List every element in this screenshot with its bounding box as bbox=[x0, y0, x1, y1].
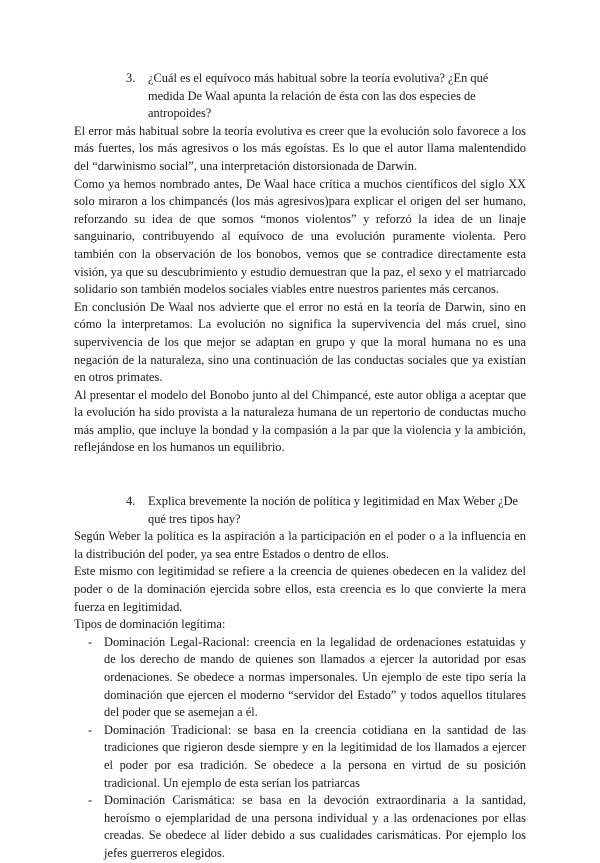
document-page bbox=[74, 70, 526, 863]
list-dash: - bbox=[88, 634, 93, 649]
domination-types-list bbox=[74, 634, 526, 863]
answer-3-paragraph-1: El error más habitual sobre la teoría evolutiva es creer que la evolución solo favorece a los más fuertes, los más agresivos o los más egoístas. Es lo que el autor llama malentendido del “darwinismo social”, una interpretación distorsionada de Darwin. bbox=[74, 123, 526, 173]
list-item-text: Dominación Legal-Racional: creencia en la legalidad de ordenaciones estatuidas y de los derecho de mando de quienes son llamados a ejercer la autoridad por esas ordenaciones. Se obedece a normas impersonales. Un ejemplo de este tipo sería la dominación que ejercen el moderno “servidor del Estado” y todos aquellos titulares del poder que se asemejan a él. bbox=[104, 634, 526, 720]
question-4-text: Explica brevemente la noción de política y legitimidad en Max Weber ¿De qué tres tipos hay? bbox=[148, 494, 519, 526]
answer-3-paragraph-4: Al presentar el modelo del Bonobo junto al del Chimpancé, este autor obliga a aceptar que la evolución ha sido provista a la naturaleza humana de un repertorio de conductas mucho más amplio, que incluye la bondad y la compasión a la par que la violencia y la ambición, reflejándose en los humanos un equilibrio. bbox=[74, 387, 526, 455]
answer-3-paragraph-3: En conclusión De Waal nos advierte que el error no está en la teoría de Darwin, sino en cómo la interpretamos. La evolución no significa la supervivencia del más cruel, sino supervivencia de los que mejor se adaptan en grupo y que la moral humana no es una negación de la naturaleza, sino una continuación de las conductas sociales que ya existían en otros primates. bbox=[74, 299, 526, 385]
question-4-number: 4. bbox=[126, 494, 136, 509]
answer-4-paragraph-1: Según Weber la política es la aspiración a la participación en el poder o a la influencia en la distribución del poder, ya sea entre Estados o dentro de ellos. bbox=[74, 529, 526, 561]
list-dash: - bbox=[88, 722, 93, 737]
answer-4-paragraph-2: Este mismo con legitimidad se refiere a la creencia de quienes obedecen en la validez del poder o de la dominación ejercida sobre ellos, esta creencia es lo que convierte la mera fuerza en legitimidad. bbox=[74, 564, 526, 614]
types-heading: Tipos de dominación legítima: bbox=[74, 617, 226, 632]
question-4 bbox=[74, 493, 526, 528]
list-item bbox=[74, 722, 526, 792]
question-3-text: ¿Cuál es el equívoco más habitual sobre la teoría evolutiva? ¿En qué medida De Waal apunta la relación de ésta con las dos especies de antropoides? bbox=[148, 71, 489, 121]
list-item bbox=[74, 634, 526, 722]
list-item-text: Dominación Tradicional: se basa en la creencia cotidiana en la santidad de las tradiciones que rigieron desde siempre y en la legitimidad de los llamados a ejercer el poder por esa tradición. Se obedece a la persona en virtud de su posición tradicional. Un ejemplo de esta serían los patriarcas bbox=[104, 722, 526, 790]
question-3-number: 3. bbox=[126, 71, 136, 85]
list-item-text: Dominación Carismática: se basa en la devoción extraordinaria a la santidad, heroísmo o ejemplaridad de una persona individual y a las ordenaciones por ellas creadas. Se obedece al líder debido a sus cualidades carismáticas. Por ejemplo los jefes guerreros elegidos. bbox=[104, 793, 526, 860]
list-dash: - bbox=[88, 793, 93, 808]
section-gap bbox=[74, 457, 526, 493]
answer-3-paragraph-2: Como ya hemos nombrado antes, De Waal hace crítica a muchos científicos del siglo XX solo miraron a los chimpancés (los más agresivos)para explicar el origen del ser humano, reforzando su idea de que somos “monos violentos” y reforzó la idea de un linaje sanguinario, contribuyendo al equívoco de una evolución puramente violenta. Pero también con la observación de los bonobos, vemos que se contradice directamente esta visión, ya que su descubrimiento y estudio demuestran que la paz, el sexo y el matriarcado solidario son también modelos sociales viables entre nuestros parientes más cercanos. bbox=[74, 176, 526, 297]
list-item bbox=[74, 792, 526, 862]
question-3 bbox=[74, 70, 526, 123]
